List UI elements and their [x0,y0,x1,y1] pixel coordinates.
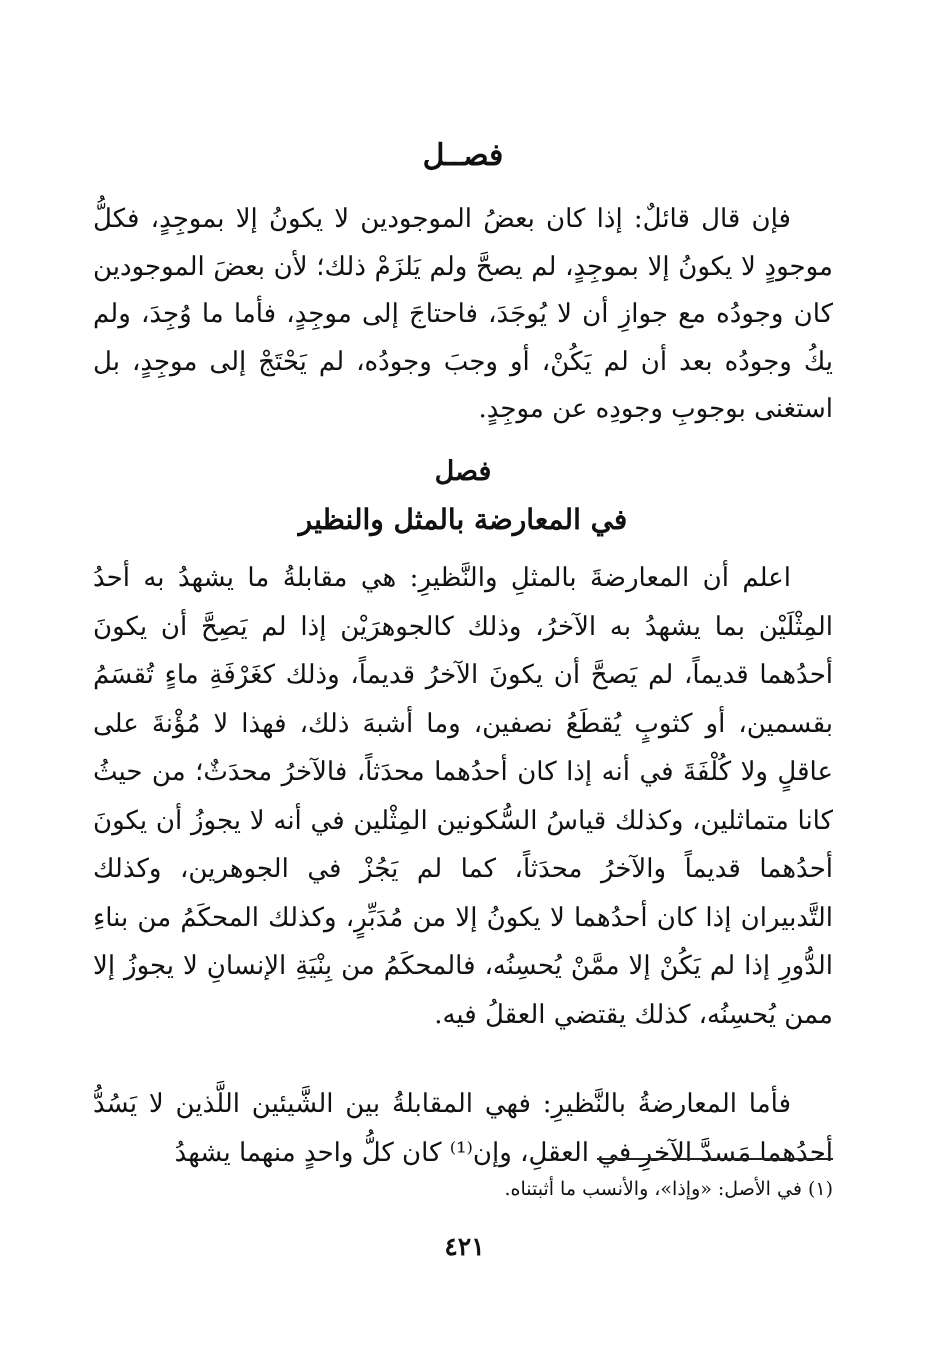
footnote: (١) في الأصل: «وإذا»، والأنسب ما أثبتناه. [504,1178,833,1200]
section-heading: فصل [434,456,492,487]
footnote-divider [597,1158,833,1160]
body-paragraph: اعلم أن المعارضةَ بالمثلِ والنَّظيرِ: هي مقابلةُ ما يشهدُ به أحدُ المِثْلَيْن بما يشهدُ به الآخرُ، وذلك كالجوهرَيْن إذا لم يَصِحَّ أن يكونَ أحدُهما قديماً، لم يَصحَّ أن يكونَ الآخرُ قديماً، وذلك كغَرْفَةِ ماءٍ تُقسَمُ بقسمين، أو كثوبٍ يُقطَعُ نصفين، وما أشبهَ ذلك، فهذا لا مُؤْنةَ على عاقلٍ ولا كُلْفَةَ في أنه إذا كان أحدُهما محدَثاً، فالآخرُ محدَثٌ؛ من حيثُ كانا متماثلين، وكذلك قياسُ السُّكونين المِثْلين في أنه لا يجوزُ أن يكونَ أحدُهما قديماً والآخرُ محدَثاً، كما لم يَجُزْ في الجوهرين، وكذلك التَّدبيران إذا كان أحدُهما لا يكونُ إلا من مُدَبِّرٍ، وكذلك المحكَمُ من بناءِ الدُّورِ إذا لم يَكُنْ إلا ممَّنْ يُحسِنُه، فالمحكَمُ من بِنْيَةِ الإنسانِ لا يجوزُ إلا ممن يُحسِنُه، كذلك يقتضي العقلُ فيه. [93,563,833,1030]
section-subheading: في المعارضة بالمثل والنظير [298,503,628,536]
page-number: ٤٢١ [444,1232,485,1261]
section-heading: فصــل [422,138,504,173]
body-paragraph: فأما المعارضةُ بالنَّظيرِ: فهي المقابلةُ بين الشَّيئين اللَّذين لا يَسُدُّ أحدُهما مَسدَّ الآخرِ في العقلِ، وإن⁽¹⁾ كان كلُّ واحدٍ منهما يشهدُ [93,1089,833,1168]
body-paragraph: فإن قال قائلٌ: إذا كان بعضُ الموجودين لا يكونُ إلا بموجِدٍ، فكلُّ موجودٍ لا يكونُ إلا بموجِدٍ، لم يصحَّ ولم يَلزَمْ ذلك؛ لأن بعضَ الموجودين كان وجودُه مع جوازِ أن لا يُوجَدَ، فاحتاجَ إلى موجِدٍ، فأما ما وُجِدَ، ولم يكُ وجودُه بعد أن لم يَكُنْ، أو وجبَ وجودُه، لم يَحْتَجْ إلى موجِدٍ، بل استغنى بوجوبِ وجودِه عن موجِدٍ. [93,204,833,424]
